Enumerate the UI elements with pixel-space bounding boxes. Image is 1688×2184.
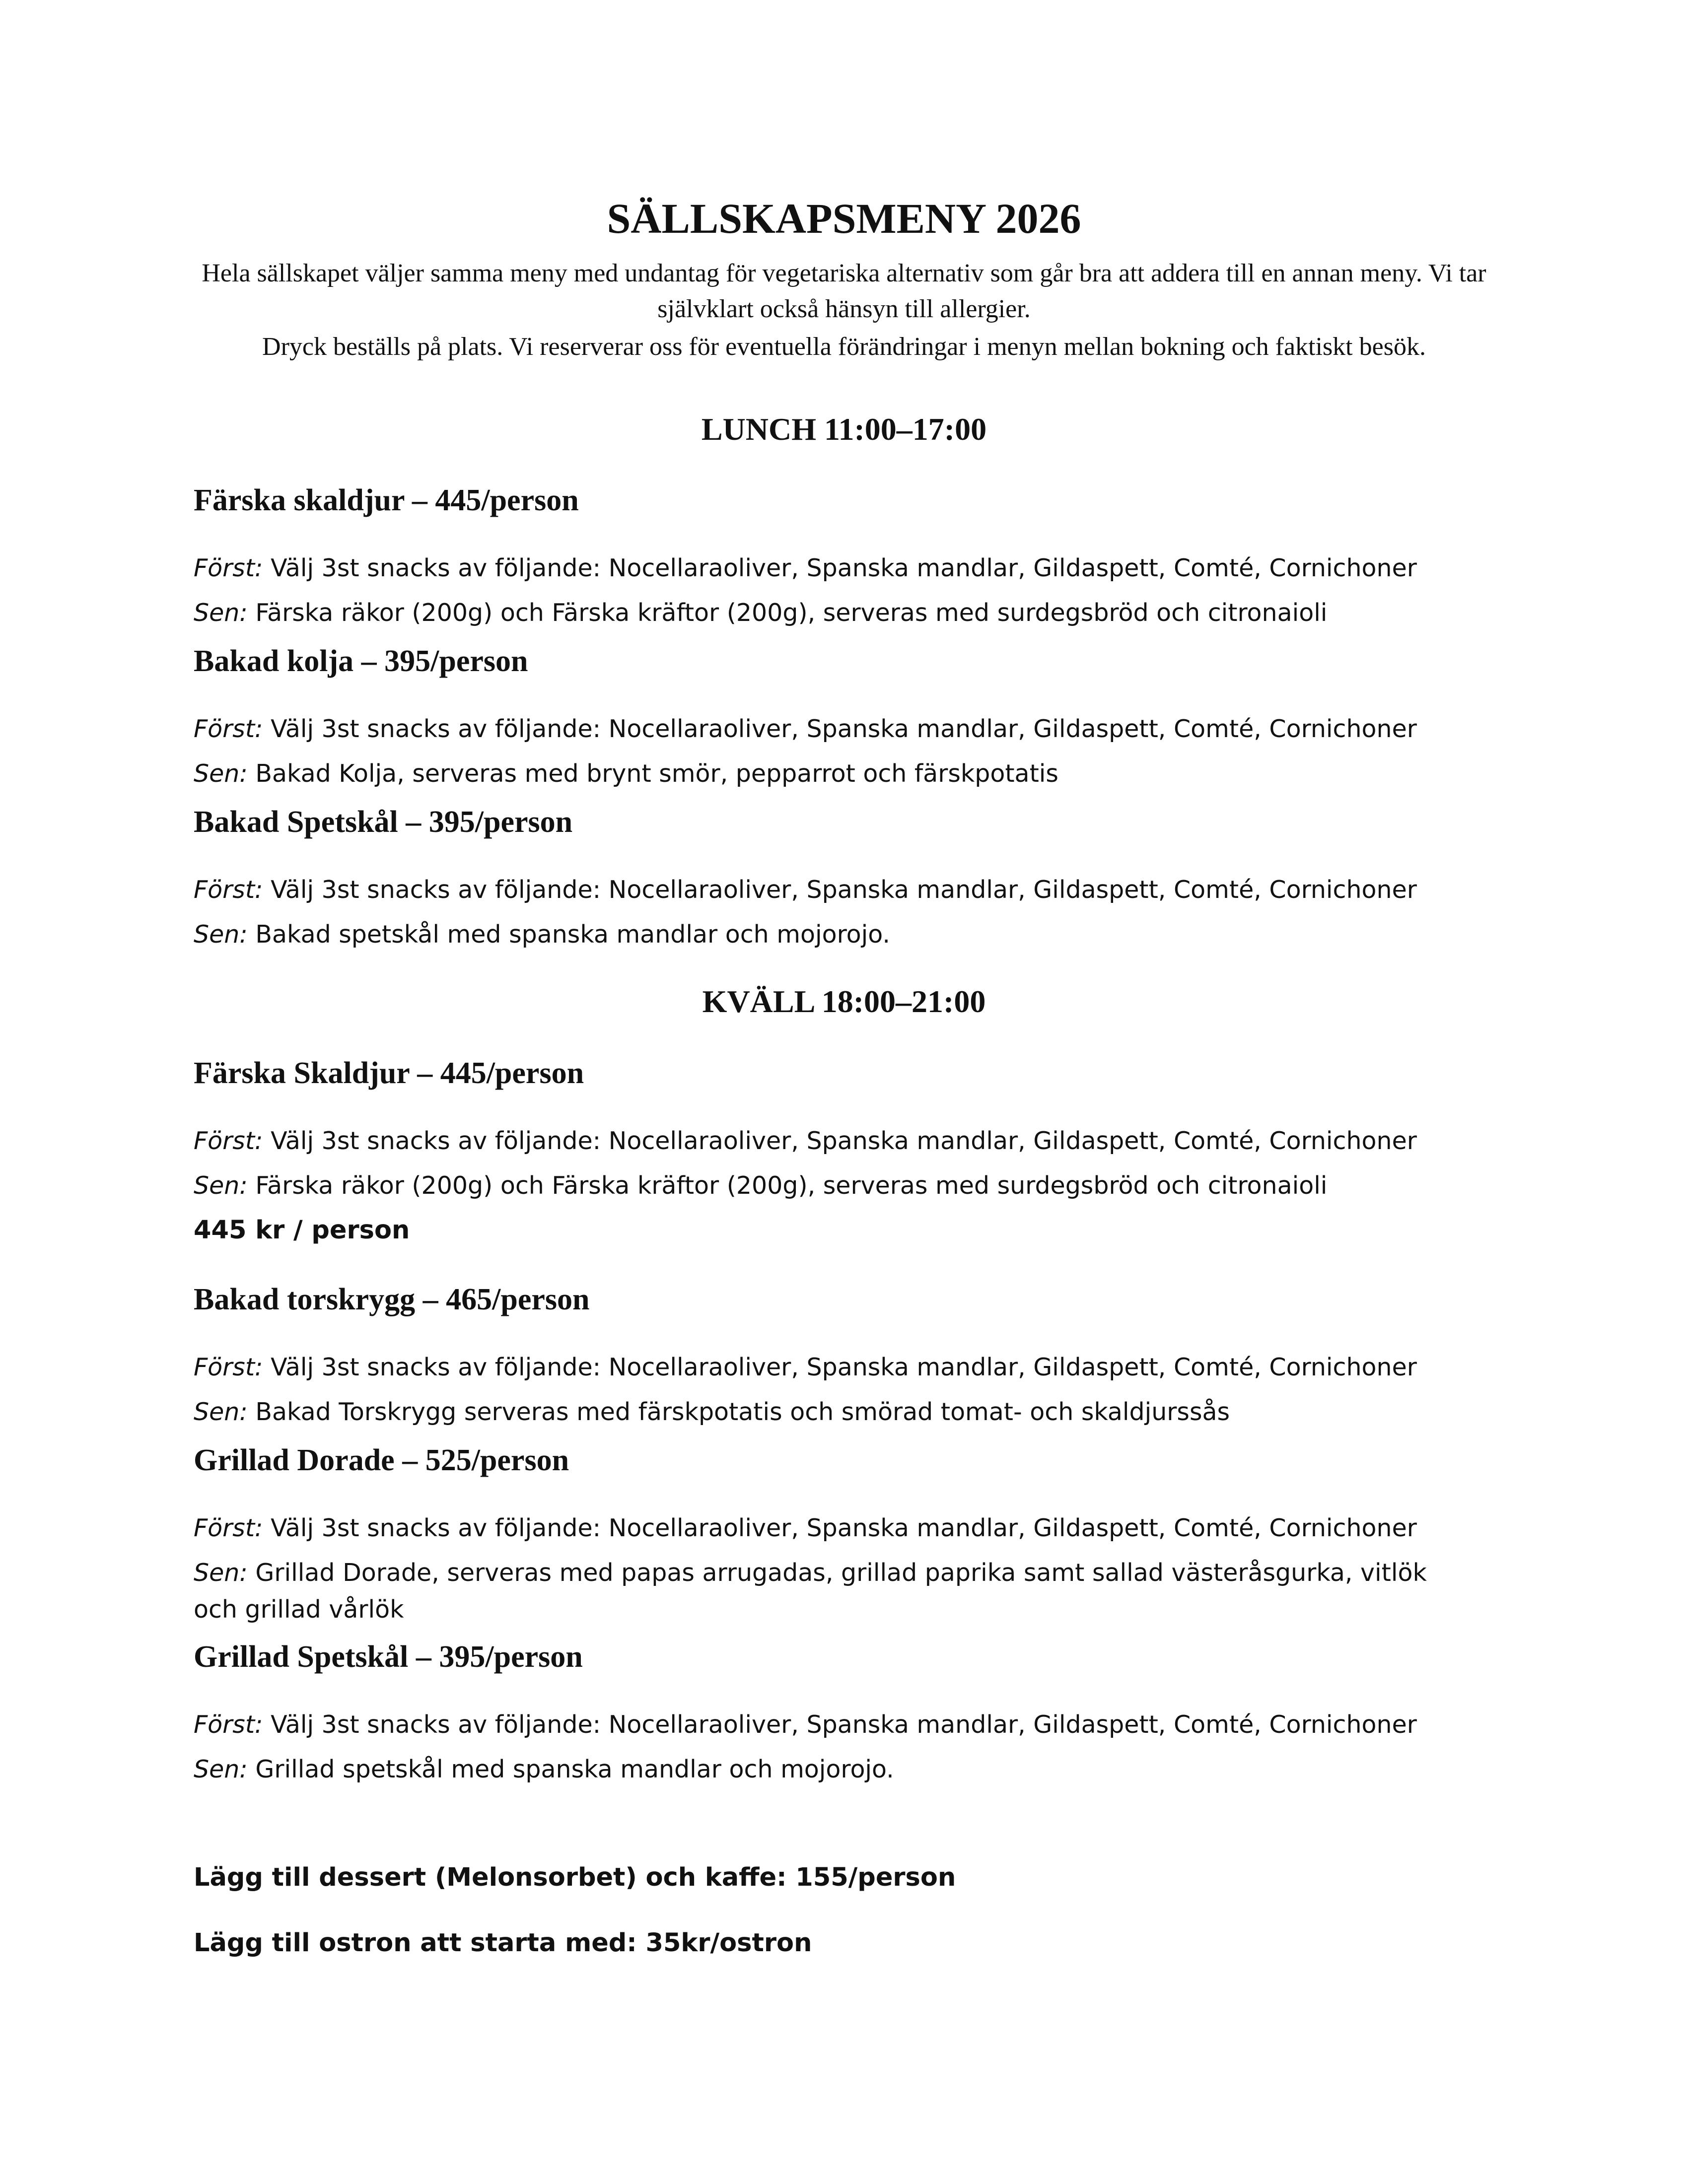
first-text: Välj 3st snacks av följande: Nocellaraoliver, Spanska mandlar, Gildaspett, Comté, Cornichoner (271, 715, 1417, 743)
dish-heading: Grillad Spetskål – 395/person (194, 1640, 583, 1674)
then-label: Sen: (194, 759, 248, 788)
dish-first-line (194, 711, 1417, 748)
first-label: Först: (194, 1514, 263, 1542)
intro-paragraph-1: Hela sällskapet väljer samma meny med undantag för vegetariska alternativ som går bra att addera till en annan meny. Vi tar självklart också hänsyn till allergier. (202, 259, 1486, 323)
dish-first-line (194, 550, 1417, 587)
then-label: Sen: (194, 920, 248, 949)
dish-first-line (194, 1706, 1417, 1743)
dish-heading: Grillad Dorade – 525/person (194, 1443, 569, 1477)
dish-heading: Färska skaldjur – 445/person (194, 483, 579, 517)
section-heading-evening: KVÄLL 18:00–21:00 (702, 984, 986, 1019)
then-label: Sen: (194, 1559, 248, 1587)
then-text: Bakad Torskrygg serveras med färskpotatis och smörad tomat- och skaldjurssås (255, 1398, 1230, 1426)
then-label: Sen: (194, 1755, 248, 1783)
first-label: Först: (194, 876, 263, 904)
dish-first-line (194, 1510, 1417, 1547)
first-label: Först: (194, 1710, 263, 1739)
dish-then-line (194, 1751, 894, 1788)
first-text: Välj 3st snacks av följande: Nocellaraoliver, Spanska mandlar, Gildaspett, Comté, Cornichoner (271, 554, 1417, 582)
dish-then-line (194, 1555, 1435, 1628)
dish-then-line (194, 1167, 1327, 1204)
dish-first-line (194, 1349, 1417, 1386)
then-text: Färska räkor (200g) och Färska kräftor (200g), serveras med surdegsbröd och citronaioli (255, 1171, 1328, 1200)
then-text: Färska räkor (200g) och Färska kräftor (200g), serveras med surdegsbröd och citronaioli (255, 599, 1328, 627)
dish-then-line (194, 1394, 1230, 1431)
first-label: Först: (194, 1353, 263, 1381)
then-text: Bakad Kolja, serveras med brynt smör, pepparrot och färskpotatis (255, 759, 1058, 788)
first-text: Välj 3st snacks av följande: Nocellaraoliver, Spanska mandlar, Gildaspett, Comté, Cornichoner (271, 1353, 1417, 1381)
first-text: Välj 3st snacks av följande: Nocellaraoliver, Spanska mandlar, Gildaspett, Comté, Cornichoner (271, 876, 1417, 904)
then-label: Sen: (194, 599, 248, 627)
addon-oysters: Lägg till ostron att starta med: 35kr/ostron (194, 1928, 812, 1958)
first-label: Först: (194, 715, 263, 743)
dish-then-line (194, 595, 1327, 631)
dish-heading: Bakad Spetskål – 395/person (194, 805, 573, 839)
first-text: Välj 3st snacks av följande: Nocellaraoliver, Spanska mandlar, Gildaspett, Comté, Cornichoner (271, 1127, 1417, 1155)
dish-first-line (194, 1123, 1417, 1160)
price-note: 445 kr / person (194, 1216, 410, 1245)
first-text: Välj 3st snacks av följande: Nocellaraoliver, Spanska mandlar, Gildaspett, Comté, Cornichoner (271, 1514, 1417, 1542)
first-text: Välj 3st snacks av följande: Nocellaraoliver, Spanska mandlar, Gildaspett, Comté, Cornichoner (271, 1710, 1417, 1739)
dish-heading: Färska Skaldjur – 445/person (194, 1056, 584, 1090)
then-text: Grillad spetskål med spanska mandlar och mojorojo. (255, 1755, 894, 1783)
dish-heading: Bakad torskrygg – 465/person (194, 1283, 590, 1316)
dish-first-line (194, 872, 1417, 908)
first-label: Först: (194, 1127, 263, 1155)
page-title: SÄLLSKAPSMENY 2026 (607, 195, 1081, 242)
section-heading-lunch: LUNCH 11:00–17:00 (701, 411, 987, 447)
then-label: Sen: (194, 1398, 248, 1426)
addon-dessert: Lägg till dessert (Melonsorbet) och kaffe: 155/person (194, 1863, 956, 1892)
intro-paragraph-2: Dryck beställs på plats. Vi reserverar oss för eventuella förändringar i menyn mellan bokning och faktiskt besök. (262, 333, 1426, 361)
first-label: Först: (194, 554, 263, 582)
dish-then-line (194, 755, 1058, 792)
then-label: Sen: (194, 1171, 248, 1200)
dish-heading: Bakad kolja – 395/person (194, 644, 528, 678)
then-text: Grillad Dorade, serveras med papas arrugadas, grillad paprika samt sallad västeråsgurka, vitlök och grillad vårlök (194, 1559, 1427, 1624)
dish-then-line (194, 916, 890, 953)
then-text: Bakad spetskål med spanska mandlar och mojorojo. (255, 920, 890, 949)
